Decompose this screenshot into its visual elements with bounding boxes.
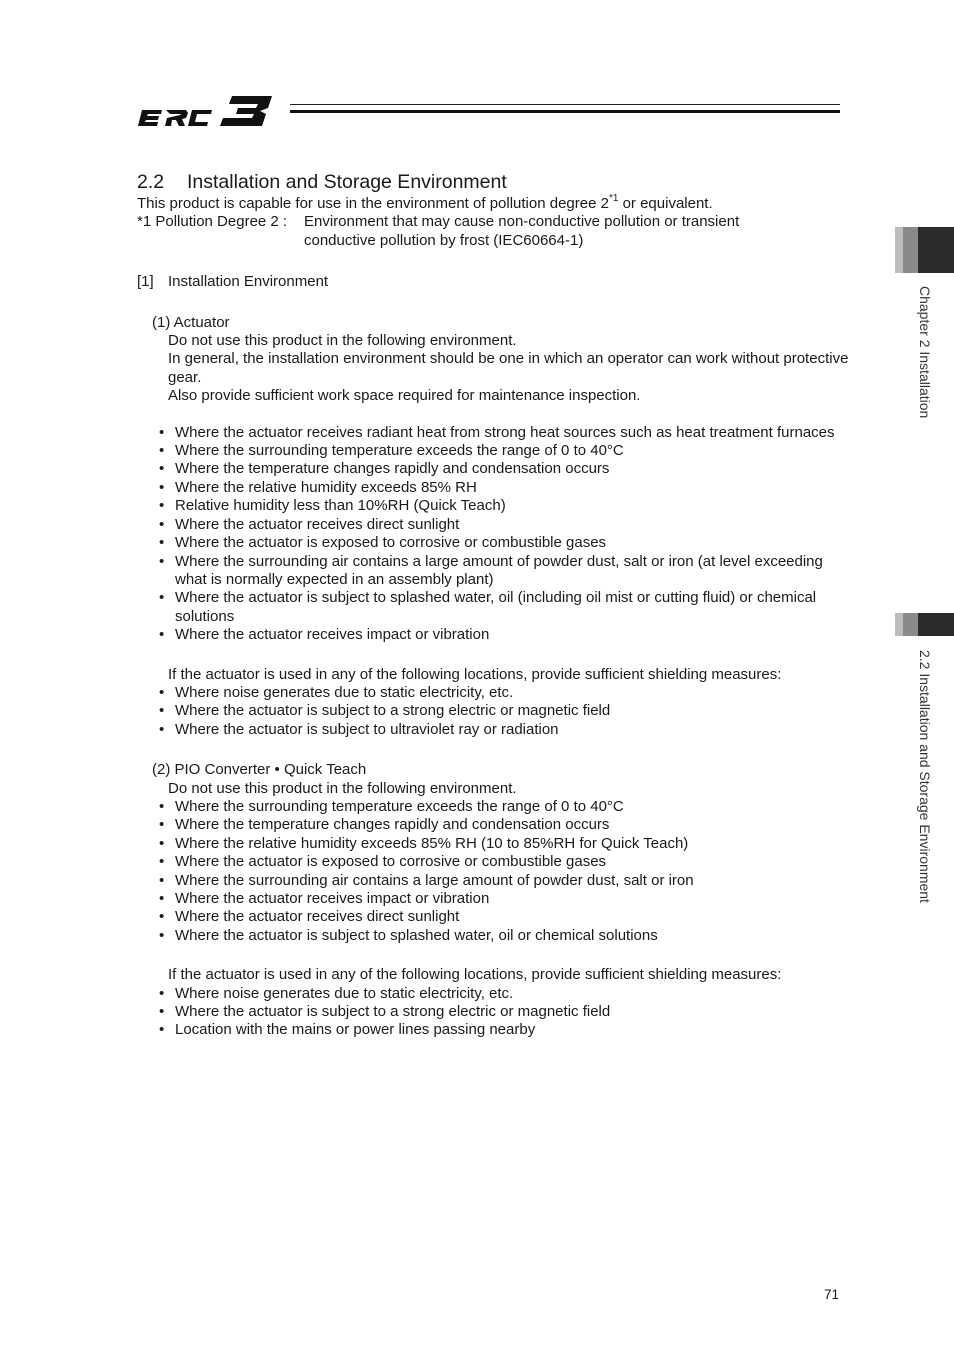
footnote-text: Environment that may cause non-conductive pollution or transient conductive pollution by frost (IEC60664-1) xyxy=(304,213,740,249)
actuator-para: Also provide sufficient work space required for maintenance inspection. xyxy=(168,387,641,405)
actuator-prohibited-list xyxy=(137,424,857,645)
pio-shield-list xyxy=(137,985,857,1040)
header-rule-thin xyxy=(290,104,840,105)
list-item: • Where the actuator receives direct sunlight xyxy=(159,516,857,534)
list-item: • Where the actuator is subject to splashed water, oil or chemical solutions xyxy=(159,927,857,945)
section-title: Installation and Storage Environment xyxy=(187,171,507,193)
list-item: • Where the temperature changes rapidly and condensation occurs xyxy=(159,460,857,478)
actuator-para: Do not use this product in the following environment. xyxy=(168,332,517,350)
list-item: • Where noise generates due to static electricity, etc. xyxy=(159,985,857,1003)
pio-para: Do not use this product in the following environment. xyxy=(168,779,517,797)
footnote-label: *1 Pollution Degree 2 : xyxy=(137,213,288,231)
list-item: • Where the actuator receives direct sunlight xyxy=(159,908,857,926)
list-item: • Where the actuator receives impact or vibration xyxy=(159,890,857,908)
section-tab-block xyxy=(918,613,954,636)
list-item: • Where the actuator is exposed to corrosive or combustible gases xyxy=(159,853,857,871)
list-item: • Where the surrounding air contains a large amount of powder dust, salt or iron (at level exceeding what is normally expected in an assembly plant) xyxy=(159,553,857,590)
page-number: 71 xyxy=(824,1287,840,1302)
header-rule-thick xyxy=(290,110,840,113)
footnote xyxy=(137,213,857,250)
list-item: • Where the actuator receives impact or vibration xyxy=(159,626,857,644)
actuator-shield-list xyxy=(137,684,857,739)
list-item: • Where noise generates due to static electricity, etc. xyxy=(159,684,857,702)
page-content xyxy=(137,170,857,1040)
subsection-heading: [1] Installation Environment xyxy=(137,273,329,291)
actuator-heading: (1) Actuator xyxy=(152,313,230,331)
side-tab-chapter: Chapter 2 Installation xyxy=(917,286,933,419)
list-item: • Where the actuator receives radiant heat from strong heat sources such as heat treatment furnaces xyxy=(159,424,857,442)
footnote-ref: *1 xyxy=(608,193,619,204)
list-item: • Where the actuator is subject to a strong electric or magnetic field xyxy=(159,702,857,720)
list-item: • Where the actuator is exposed to corrosive or combustible gases xyxy=(159,534,857,552)
chapter-tab-strip xyxy=(895,227,903,273)
list-item: • Where the temperature changes rapidly and condensation occurs xyxy=(159,816,857,834)
pio-heading: (2) PIO Converter • Quick Teach xyxy=(152,761,367,779)
actuator-para: In general, the installation environment should be one in which an operator can work without protective gear. xyxy=(168,350,849,386)
erc3-logo xyxy=(136,92,278,130)
side-tab-section: 2.2 Installation and Storage Environment xyxy=(917,650,933,903)
list-item: • Relative humidity less than 10%RH (Quick Teach) xyxy=(159,497,857,515)
pio-prohibited-list xyxy=(137,798,857,945)
section-tab-strip xyxy=(895,613,903,636)
section-tab-strip xyxy=(903,613,918,636)
list-item: • Where the surrounding temperature exceeds the range of 0 to 40°C xyxy=(159,442,857,460)
pio-shield-intro: If the actuator is used in any of the following locations, provide sufficient shielding measures: xyxy=(168,966,782,984)
section-number: 2.2 xyxy=(137,171,165,193)
chapter-tab-block xyxy=(918,227,954,273)
chapter-tab-strip xyxy=(903,227,918,273)
list-item: • Where the actuator is subject to ultraviolet ray or radiation xyxy=(159,721,857,739)
list-item: • Where the actuator is subject to a strong electric or magnetic field xyxy=(159,1003,857,1021)
actuator-shield-intro: If the actuator is used in any of the following locations, provide sufficient shielding measures: xyxy=(168,665,782,683)
list-item: • Where the surrounding temperature exceeds the range of 0 to 40°C xyxy=(159,798,857,816)
list-item: • Where the relative humidity exceeds 85% RH xyxy=(159,479,857,497)
section-heading xyxy=(137,170,857,194)
list-item: • Location with the mains or power lines passing nearby xyxy=(159,1021,857,1039)
list-item: • Where the relative humidity exceeds 85% RH (10 to 85%RH for Quick Teach) xyxy=(159,835,857,853)
list-item: • Where the actuator is subject to splashed water, oil (including oil mist or cutting fluid) or chemical solutions xyxy=(159,589,857,626)
section-intro: This product is capable for use in the environment of pollution degree 2$^{*1}$ or equivalent. xyxy=(137,193,713,212)
list-item: • Where the surrounding air contains a large amount of powder dust, salt or iron xyxy=(159,872,857,890)
